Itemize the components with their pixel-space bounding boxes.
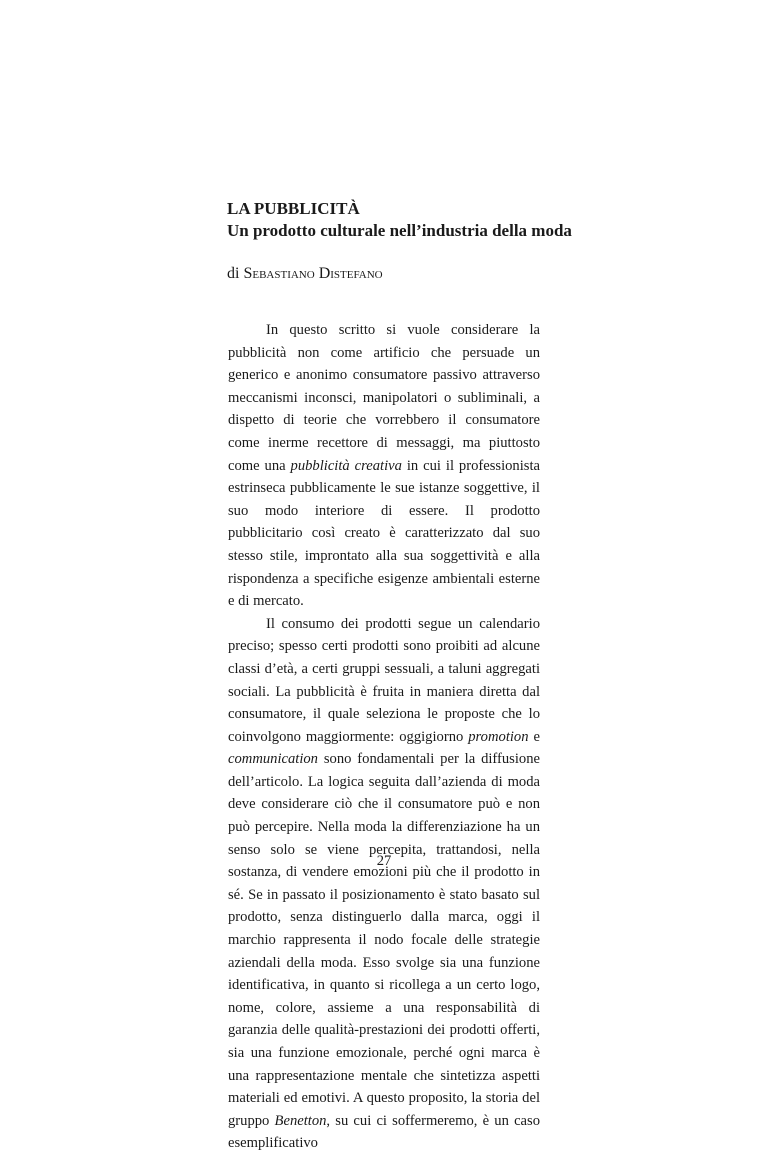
italic-segment: Benetton	[274, 1112, 327, 1129]
italic-segment: pubblicità creativa	[290, 457, 402, 474]
italic-segment: promotion	[468, 728, 529, 745]
text-segment: in cui il professionista estrinseca pubblicamente le sue istanze soggettive, il suo modo interiore di essere. Il prodotto pubblicitario così creato è caratterizzato dal suo stesso stile, improntato alla sua soggettività e alla rispondenza a specifiche esigenze ambientali esterne e di mercato.	[228, 457, 540, 610]
text-segment: Il consumo dei prodotti segue un calendario preciso; spesso certi prodotti sono proibiti ad alcune classi d’età, a certi gruppi sessuali, a taluni aggregati sociali. La pubblicità è fruita in maniera diretta dal consumatore, il quale seleziona le proposte che lo coinvolgono maggiormente: oggigiorno	[228, 615, 540, 745]
paragraph	[228, 613, 540, 1155]
page-number: 27	[376, 853, 392, 869]
paragraph	[228, 319, 540, 613]
author-last-name: Distefano	[318, 265, 383, 282]
author-first-name: Sebastiano	[243, 265, 315, 282]
italic-segment: communication	[228, 751, 318, 768]
article-subtitle: Un prodotto culturale nell’industria della moda	[227, 221, 572, 240]
text-segment: In questo scritto si vuole considerare la pubblicità non come artificio che persuade un generico e anonimo consumatore passivo attraverso meccanismi inconsci, manipolatori o subliminali, a dispetto di teorie che vorrebbero il consumatore come inerme recettore di messaggi, ma piuttosto come una	[228, 322, 540, 474]
byline	[227, 264, 383, 284]
text-segment: , su cui ci soffermeremo, è un caso esemplificativo	[228, 1112, 540, 1152]
article-body	[228, 319, 540, 1155]
text-segment: sono fondamentali per la diffusione dell’articolo. La logica seguita dall’azienda di moda deve considerare ciò che il consumatore può e non può percepire. Nella moda la differenziazione ha un senso solo se viene percepita, trattandosi, nella sostanza, di vendere emozioni più che il prodotto in sé. Se in passato il posizionamento è stato basato sul prodotto, senza distinguerlo dalla marca, oggi il marchio rappresenta il nodo focale delle strategie aziendali della moda. Esso svolge sia una funzione identificativa, in quanto si ricollega a un certo logo, nome, colore, assieme a una responsabilità di garanzia delle qualità-prestazioni dei prodotti offerti, sia una funzione emozionale, perché ogni marca è una rappresentazione mentale che sintetizza aspetti materiali ed emotivi. A questo proposito, la storia del gruppo	[228, 751, 540, 1129]
article-title: LA PUBBLICITÀ	[227, 199, 360, 218]
article-heading	[227, 198, 727, 242]
text-segment: e	[528, 728, 540, 745]
byline-prefix: di	[227, 265, 240, 282]
